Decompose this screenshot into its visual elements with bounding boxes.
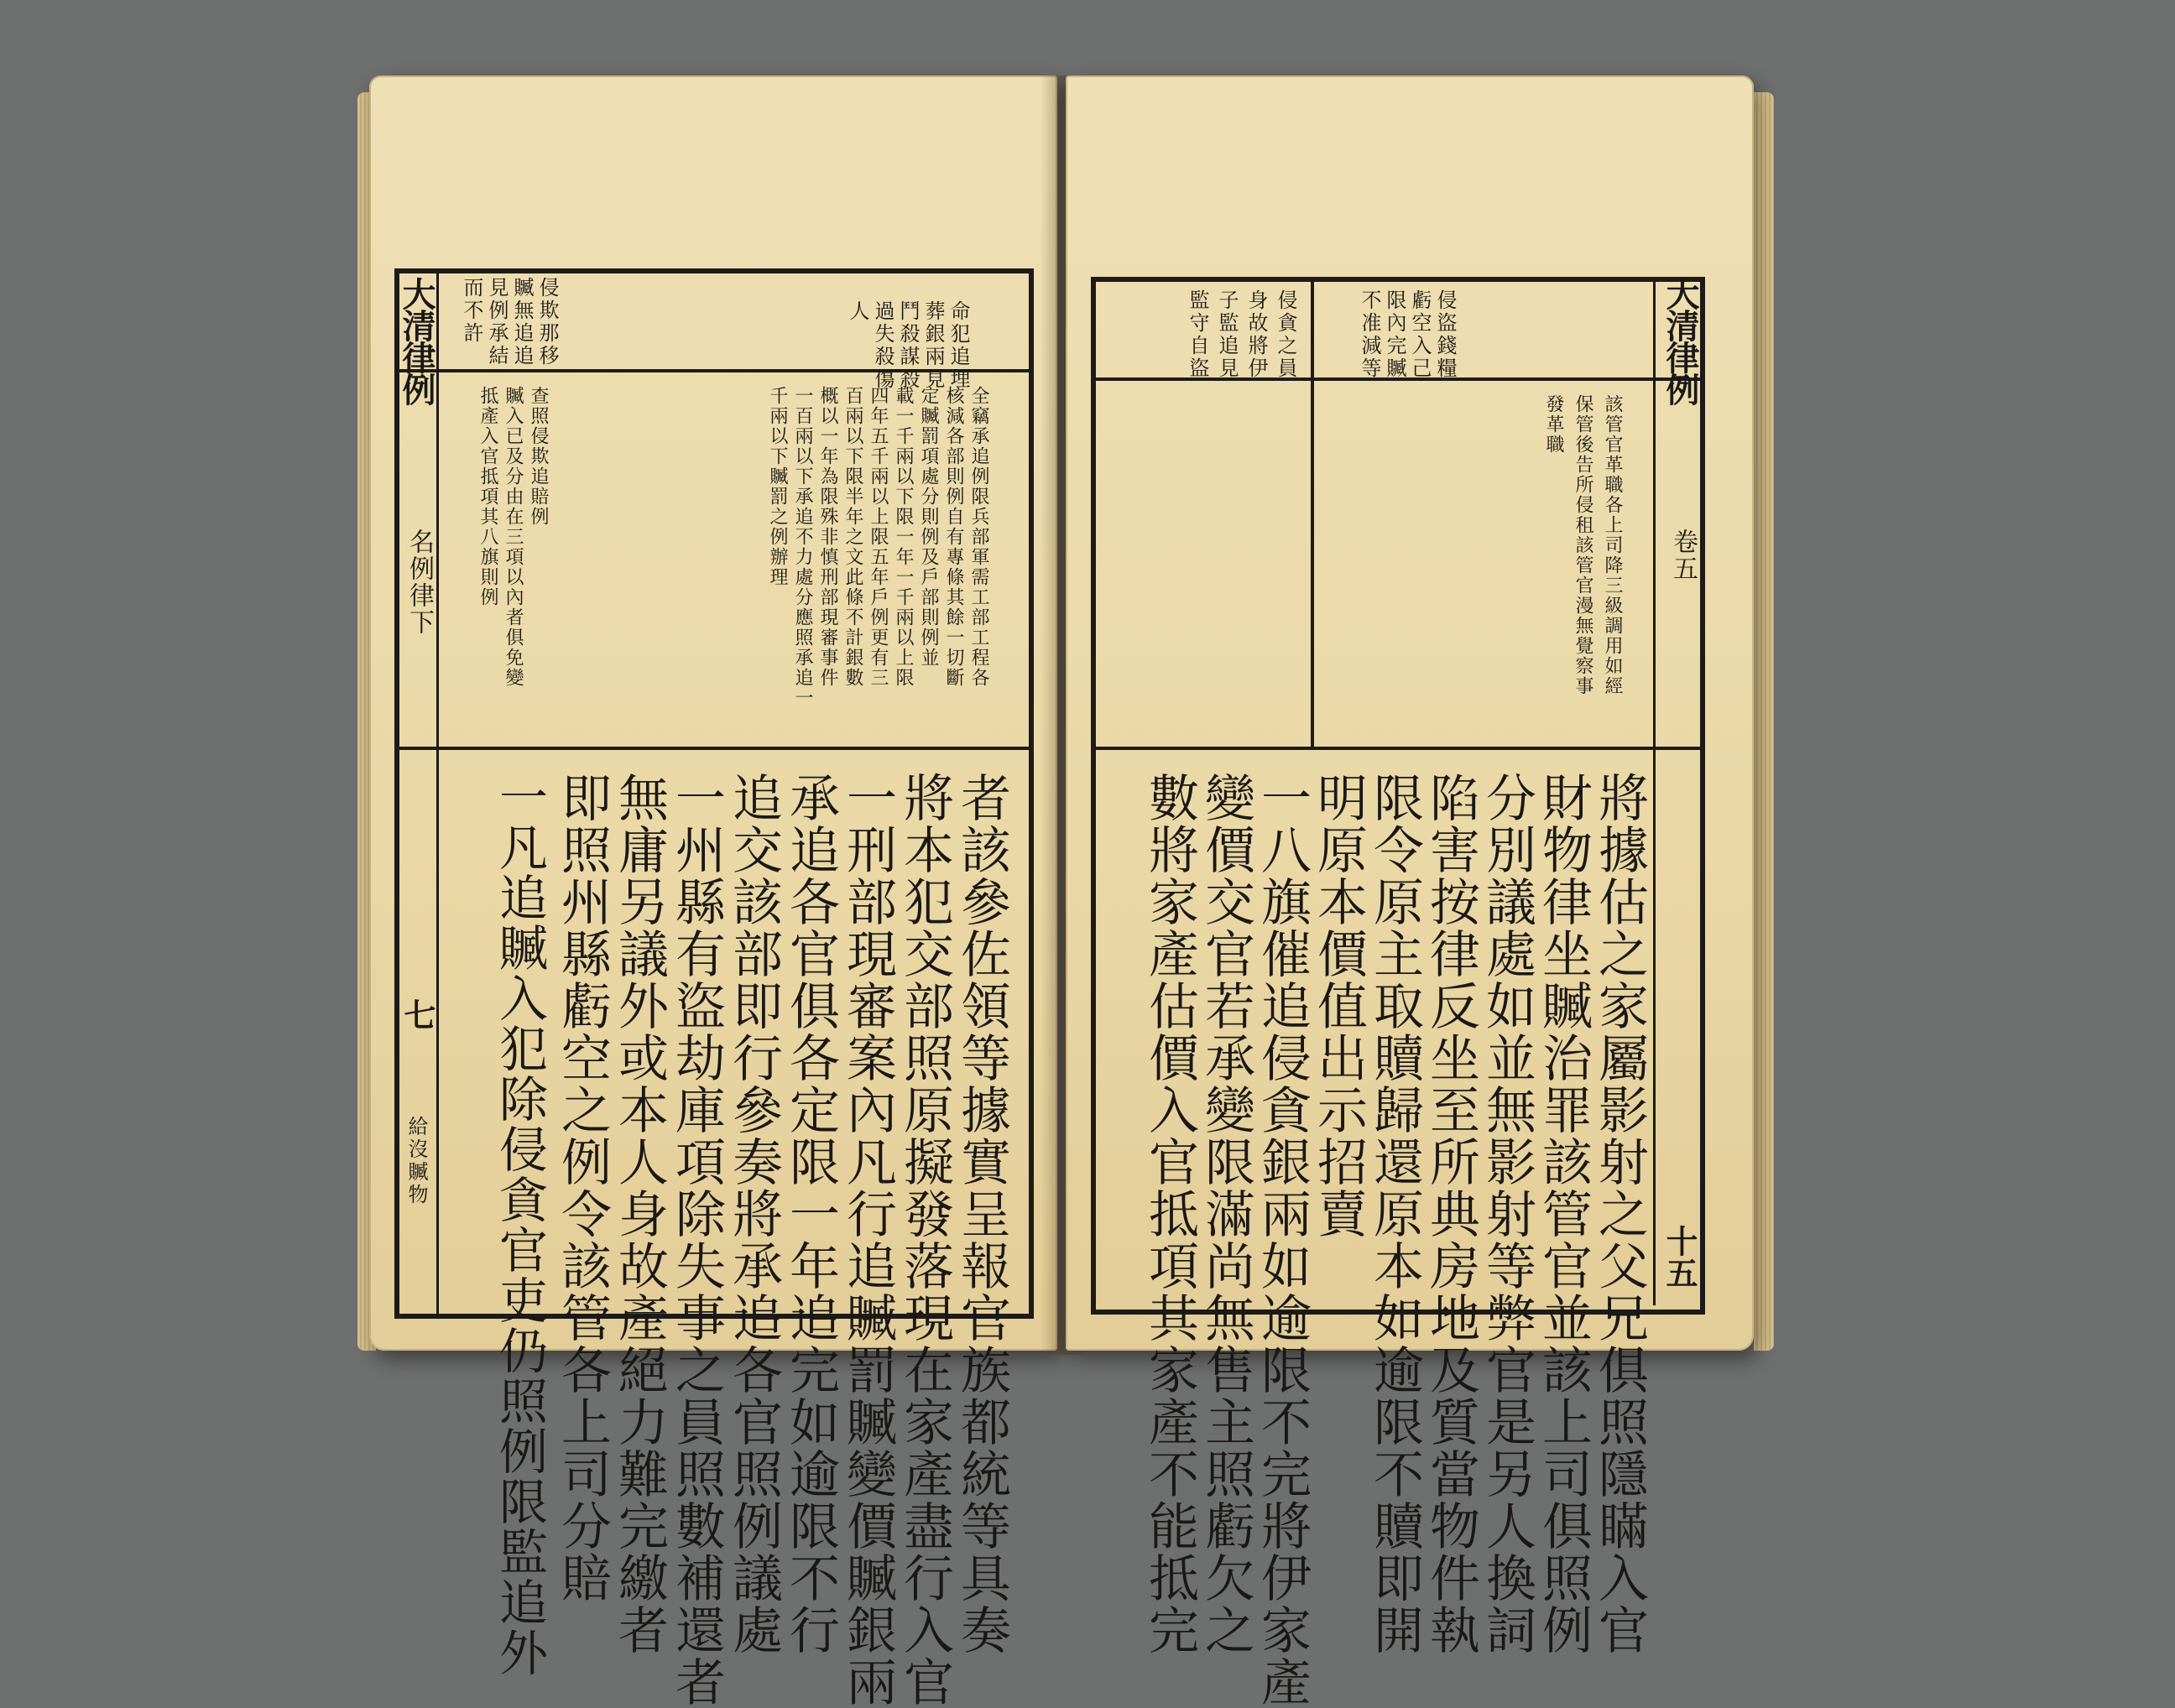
body-column: 承追各官俱各定限一年追完如逾限不行	[781, 772, 840, 1656]
body-column: 變價交官若承變限滿尚無售主照虧欠之	[1197, 772, 1255, 1656]
commentary-line: 定贓罰項處分則例及戶部則例並	[918, 386, 939, 668]
commentary-line: 保管後告所侵租該管官漫無覺察事	[1573, 394, 1593, 696]
body-column: 一州縣有盜劫庫項除失事之員照數補還者	[667, 772, 726, 1708]
commentary-line: 四年五千兩以上限五年戶例更有三	[868, 386, 889, 688]
body-column: 陷害按律反坐至所典房地及質當物件執	[1421, 772, 1480, 1656]
right-page	[1066, 76, 1754, 1708]
open-book	[369, 76, 1771, 1708]
body-column: 者該參佐領等據實呈報官族都統等具奏	[952, 772, 1011, 1656]
body-column: 將本犯交部照原擬發落現在家產盡行入官	[895, 772, 954, 1708]
body-column: 分別議處如並無影射等弊官是另人換詞	[1478, 772, 1536, 1656]
upper-caption: 侵盜錢糧	[1433, 289, 1457, 380]
commentary-line-2: 抵產入官抵項其八旗則例	[477, 386, 498, 607]
commentary-line: 發革職	[1543, 394, 1564, 455]
upper-caption-2: 監守自盜	[1186, 289, 1209, 380]
upper-caption-2: 侵貪之員	[1274, 289, 1297, 380]
margin-section: 卷五	[1668, 529, 1698, 582]
upper-caption: 葬銀兩見	[921, 300, 945, 391]
commentary-line: 載一千兩以下限一年一千兩以上限	[893, 386, 914, 688]
page-number: 十五	[1661, 1225, 1698, 1289]
upper-caption-2: 侵欺那移	[535, 277, 559, 367]
commentary-line: 該管官革職各上司降三級調用如經	[1602, 394, 1623, 696]
body-column: 限令原主取贖歸還原本如逾限不贖即開	[1365, 772, 1424, 1656]
body-column: 一八旗催追侵貪銀兩如逾限不完將伊家產	[1253, 772, 1312, 1708]
left-margin-rule	[436, 273, 439, 1314]
right-margin-rule	[1653, 282, 1656, 1305]
right-box-divider	[1311, 282, 1314, 748]
body-column: 即照州縣虧空之例令該管各上司分賠	[553, 772, 612, 1604]
margin-section: 名例律下	[404, 529, 434, 636]
margin-title: 大清律例	[1661, 277, 1700, 404]
commentary-line: 千兩以下贓罰之例辦理	[767, 386, 788, 587]
upper-caption-2: 子監追見	[1215, 289, 1239, 380]
commentary-line: 一百兩以下承追不力處分應照承追一	[792, 386, 813, 708]
page-edges-right	[1754, 92, 1774, 1351]
body-column: 將據估之家屬影射之父兄俱照隱瞞入官	[1590, 772, 1649, 1656]
upper-caption-2: 身故將伊	[1244, 289, 1268, 380]
right-lower-divider	[1096, 747, 1700, 750]
upper-caption: 命犯追埋	[947, 300, 970, 391]
body-column: 明原本價值出示招賣	[1309, 772, 1368, 1240]
left-lower-divider	[399, 747, 1029, 750]
body-column: 無庸另議外或本人身故產絕力難完繳者	[610, 772, 669, 1656]
upper-caption-2: 贓無追追	[510, 277, 534, 367]
commentary-line: 百兩以下限半年之文此條不計銀數	[842, 386, 863, 688]
upper-caption: 過失殺傷	[871, 300, 895, 391]
upper-caption: 人	[846, 300, 869, 323]
left-page	[369, 76, 1057, 1708]
body-column: 一刑部現審案內凡行追贓罰贓變價贓銀兩	[838, 772, 897, 1708]
body-column: 財物律坐贓治罪該管官並該上司俱照例	[1534, 772, 1593, 1656]
commentary-line: 全竊承追例限兵部軍需工部工程各	[968, 386, 989, 688]
upper-caption: 不准減等	[1358, 289, 1381, 380]
body-column: 一凡追贓入犯除侵貪官吏仍照例限監追外	[491, 772, 548, 1678]
commentary-line: 核減各部則例自有專條其餘一切斷	[943, 386, 964, 688]
upper-caption: 虧空入己	[1408, 289, 1432, 380]
body-column: 數將家產估價入官抵項其家產不能抵完	[1140, 772, 1199, 1656]
footer-label: 給沒贓物	[404, 1116, 428, 1206]
upper-caption-2: 而不許	[460, 277, 483, 345]
margin-title: 大清律例	[397, 277, 436, 404]
commentary-line-2: 查照侵欺追賠例	[528, 386, 549, 527]
upper-caption: 限內完贓	[1383, 289, 1406, 380]
upper-caption-2: 見例承結	[485, 277, 509, 367]
page-number: 七	[399, 998, 436, 1030]
commentary-line: 概以一年為限殊非慎刑部現審事件	[817, 386, 838, 688]
body-column: 追交該部即行參奏將承追各官照例議處	[724, 772, 783, 1656]
upper-caption: 鬥殺謀殺	[896, 300, 920, 391]
commentary-line-2: 贓入已及分由在三項以內者俱免變	[503, 386, 524, 688]
